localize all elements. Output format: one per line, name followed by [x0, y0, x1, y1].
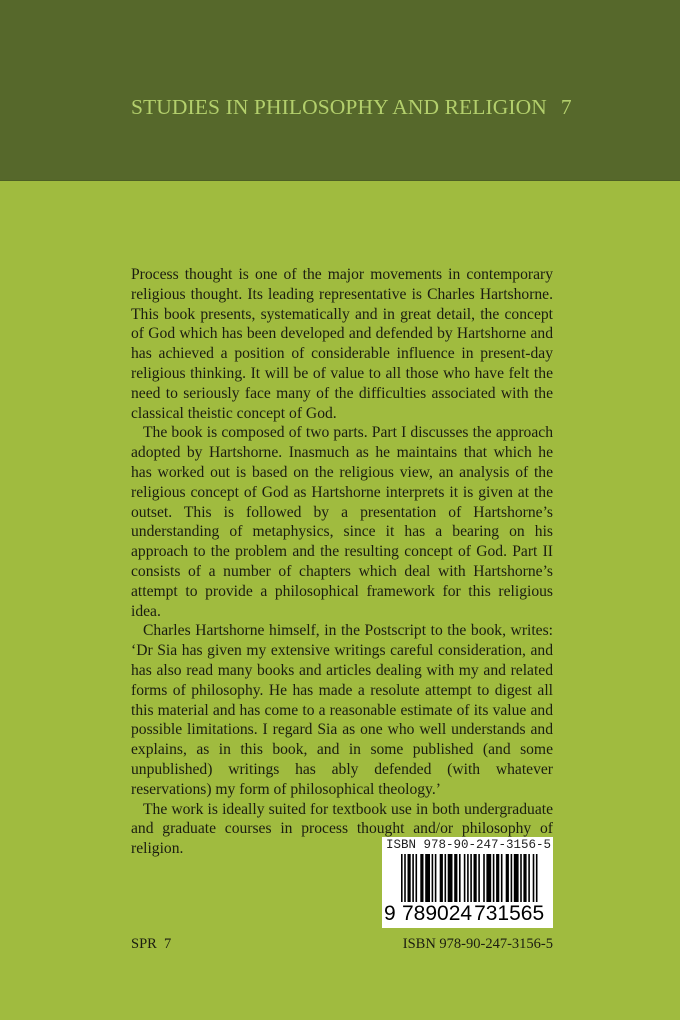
- cover-top-band: [0, 0, 680, 181]
- blurb-paragraph: Charles Hartshorne himself, in the Postscript to the book, writes: ‘Dr Sia has given my extensive writings careful consideration, and has also read many books and articles dealing with my and related forms of philosophy. He has made a resolute attempt to digest all this material and has come to a reasonable estimate of its value and possible limitations. I regard Sia as one who well understands and explains, as in this book, and in some published (and some unpublished) writings has ably defended (with whatever reservations) my form of philosophical theology.’: [131, 622, 553, 798]
- barcode-lead-digit: 9: [384, 902, 396, 925]
- barcode-digit-group-right: 731565: [474, 902, 545, 925]
- blurb-paragraph: The book is composed of two parts. Part I discusses the approach adopted by Hartshorne. Inasmuch as he maintains that which he has worked out is based on the religious view, an analysis of the religious concept of God as Hartshorne interprets it is given at the outset. This is followed by a presentation of Hartshorne’s understanding of metaphysics, since it has a bearing on his approach to the problem and the resulting concept of God. Part II consists of a number of chapters which deal with Hartshorne’s attempt to provide a philosophical framework for this religious idea.: [131, 424, 553, 620]
- barcode-isbn-label: ISBN 978-90-247-3156-5: [386, 838, 552, 852]
- series-title-text: STUDIES IN PHILOSOPHY AND RELIGION: [131, 95, 547, 119]
- blurb-paragraph: Process thought is one of the major movements in contemporary religious thought. Its leading representative is Charles Hartshorne. This book presents, systematically and in great detail, the concept of God which has been developed and defended by Hartshorne and has achieved a position of considerable influence in present-day religious thinking. It will be of value to all those who have felt the need to seriously face many of the difficulties associated with the classical theistic concept of God.: [131, 266, 553, 422]
- series-volume-number: 7: [560, 95, 572, 119]
- footer-isbn: ISBN 978-90-247-3156-5: [402, 936, 553, 952]
- back-cover-blurb: [131, 265, 553, 859]
- barcode-digit-group-left: 789024: [402, 902, 473, 925]
- series-code: SPR 7: [131, 936, 172, 952]
- barcode-digits: [384, 903, 545, 925]
- isbn-barcode: [382, 837, 553, 928]
- blurb-paragraph: The work is ideally suited for textbook use in both undergraduate and graduate courses in process thought and/or philosophy of religion.: [131, 800, 553, 858]
- series-title: [131, 95, 572, 120]
